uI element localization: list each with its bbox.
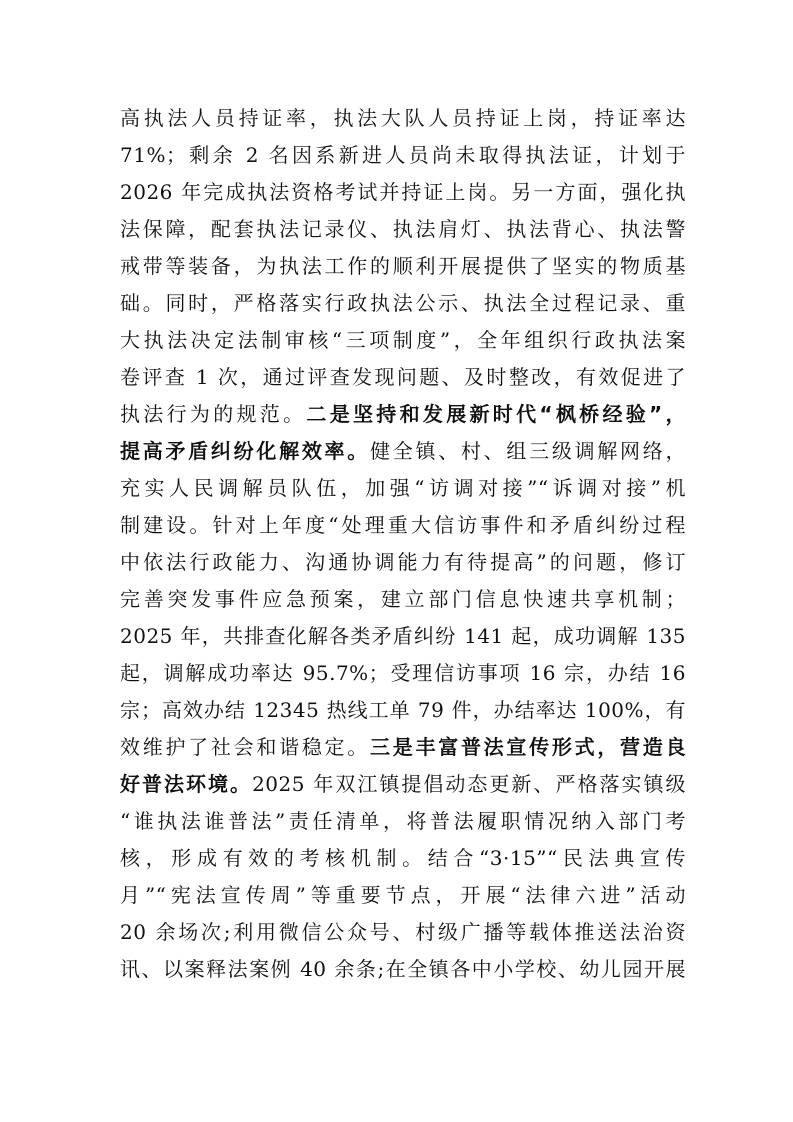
text-line <box>120 470 686 507</box>
text-line <box>120 285 686 322</box>
text-line <box>120 137 686 174</box>
paragraph-text: 起，调解成功率达 95.7%；受理信访事项 16 宗，办结 16 <box>120 661 686 685</box>
text-line <box>120 174 686 211</box>
paragraph-text: 健全镇、村、组三级调解网络， <box>370 439 687 463</box>
paragraph-text: 宗；高效办结 12345 热线工单 79 件，办结率达 100%，有 <box>120 698 686 722</box>
bold-heading-text: 三是丰富普法宣传形式，营造良 <box>370 735 687 759</box>
paragraph-text: 2025 年，共排查化解各类矛盾纠纷 141 起，成功调解 135 <box>120 624 686 648</box>
text-line <box>120 803 686 840</box>
paragraph-text: 核，形成有效的考核机制。结合“3·15”“民法典宣传 <box>120 846 686 870</box>
paragraph-text: 20 余场次;利用微信公众号、村级广播等载体推送法治资 <box>120 920 686 944</box>
text-line <box>120 877 686 914</box>
paragraph-text: 大执法决定法制审核“三项制度”，全年组织行政执法案 <box>120 328 686 352</box>
paragraph-text: 法保障，配套执法记录仪、执法肩灯、执法背心、执法警 <box>120 217 686 241</box>
text-line <box>120 692 686 729</box>
paragraph-text: 2026 年完成执法资格考试并持证上岗。另一方面，强化执 <box>120 180 686 204</box>
text-line <box>120 322 686 359</box>
paragraph-text: 2025 年双江镇提倡动态更新、严格落实镇级 <box>252 772 686 796</box>
text-line <box>120 655 686 692</box>
text-line <box>120 766 686 803</box>
body-text <box>120 100 686 988</box>
text-line <box>120 396 686 433</box>
paragraph-text: 月”“宪法宣传周”等重要节点，开展“法律六进”活动 <box>120 883 686 907</box>
text-line <box>120 951 686 988</box>
paragraph-text: 中依法行政能力、沟通协调能力有待提高”的问题，修订 <box>120 550 686 574</box>
paragraph-text: 完善突发事件应急预案，建立部门信息快速共享机制； <box>120 587 686 611</box>
paragraph-text: 制建设。针对上年度“处理重大信访事件和矛盾纠纷过程 <box>120 513 686 537</box>
paragraph-text: 高执法人员持证率，执法大队人员持证上岗，持证率达 <box>120 106 686 130</box>
paragraph-text: 71%；剩余 2 名因系新进人员尚未取得执法证，计划于 <box>120 143 686 167</box>
bold-heading-text: 好普法环境。 <box>120 772 253 796</box>
text-line <box>120 100 686 137</box>
text-line <box>120 618 686 655</box>
paragraph-text: 充实人民调解员队伍，加强“访调对接”“诉调对接”机 <box>120 476 686 500</box>
text-line <box>120 840 686 877</box>
text-line <box>120 581 686 618</box>
paragraph-text: 执法行为的规范。 <box>120 402 307 426</box>
paragraph-text: 戒带等装备，为执法工作的顺利开展提供了坚实的物质基 <box>120 254 686 278</box>
text-line <box>120 507 686 544</box>
paragraph-text: “谁执法谁普法”责任清单，将普法履职情况纳入部门考 <box>120 809 686 833</box>
paragraph-text: 效维护了社会和谐稳定。 <box>120 735 371 759</box>
text-line <box>120 729 686 766</box>
text-line <box>120 544 686 581</box>
paragraph-text: 讯、以案释法案例 40 余条;在全镇各中小学校、幼儿园开展 <box>120 957 686 981</box>
text-line <box>120 211 686 248</box>
text-line <box>120 248 686 285</box>
bold-heading-text: 提高矛盾纠纷化解效率。 <box>120 439 371 463</box>
bold-heading-text: 二是坚持和发展新时代“枫桥经验”， <box>306 402 686 426</box>
text-line <box>120 433 686 470</box>
text-line <box>120 914 686 951</box>
paragraph-text: 础。同时，严格落实行政执法公示、执法全过程记录、重 <box>120 291 686 315</box>
paragraph-text: 卷评查 1 次，通过评查发现问题、及时整改，有效促进了 <box>120 365 686 389</box>
text-line <box>120 359 686 396</box>
